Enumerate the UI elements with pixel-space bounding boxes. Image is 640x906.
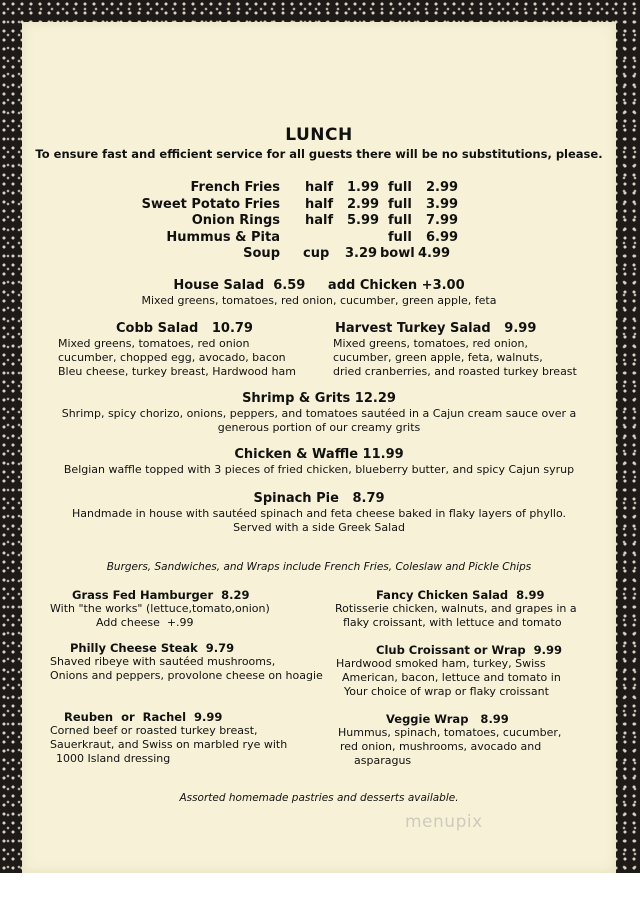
grass-fed-line: With "the works" (lettuce,tomato,onion) [50,602,270,615]
side-price: 2.99 [426,180,459,195]
menu-page [22,22,616,873]
house-salad-desc: Mixed greens, tomatoes, red onion, cucumber, green apple, feta [141,294,497,307]
shrimp-grits-line: generous portion of our creamy grits [217,421,421,434]
grass-fed-title: Grass Fed Hamburger 8.29 [72,588,250,602]
harvest-salad-line: Mixed greens, tomatoes, red onion, [333,337,528,350]
fancy-chicken-line: Rotisserie chicken, walnuts, and grapes in a [335,602,577,615]
fancy-chicken-line: flaky croissant, with lettuce and tomato [343,616,562,629]
chicken-waffle-desc: Belgian waffle topped with 3 pieces of fried chicken, blueberry butter, and spicy Cajun syrup [63,463,575,476]
philly-title: Philly Cheese Steak 9.79 [70,641,235,655]
veggie-wrap-line: Hummus, spinach, tomatoes, cucumber, [338,726,562,739]
page-title: LUNCH [285,125,353,145]
reuben-line: Sauerkraut, and Swiss on marbled rye with [50,738,288,751]
side-price: 1.99 [347,180,380,195]
cobb-salad-line: Mixed greens, tomatoes, red onion [58,337,250,350]
side-price: 6.99 [426,229,459,245]
veggie-wrap-line: red onion, mushrooms, avocado and [340,740,542,753]
cobb-salad-title: Cobb Salad 10.79 [116,321,253,336]
spinach-pie-title: Spinach Pie 8.79 [253,491,385,506]
reuben-line: Corned beef or roasted turkey breast, [50,724,258,737]
side-size: half [305,196,334,212]
side-size: full [388,180,412,195]
substitution-notice: To ensure fast and efficient service for all guests there will be no substitutions, please. [35,147,603,161]
house-salad-title: House Salad 6.59 add Chicken +3.00 [173,278,465,293]
sandwich-note: Burgers, Sandwiches, and Wraps include French Fries, Coleslaw and Pickle Chips [106,561,532,573]
philly-line: Onions and peppers, provolone cheese on hoagie [50,669,323,682]
side-size: full [388,213,412,228]
side-size: full [388,196,412,212]
shrimp-grits-line: Shrimp, spicy chorizo, onions, peppers, and tomatoes sautéed in a Cajun cream sauce over a [61,407,577,420]
side-price: 3.99 [426,196,459,212]
philly-line: Shaved ribeye with sautéed mushrooms, [50,655,276,668]
spinach-pie-line: Served with a side Greek Salad [233,521,405,534]
side-name: Onion Rings [191,213,280,228]
veggie-wrap-line: asparagus [354,754,412,767]
fancy-chicken-title: Fancy Chicken Salad 8.99 [376,588,545,602]
side-name: Hummus & Pita [166,229,280,245]
desserts-note: Assorted homemade pastries and desserts available. [179,792,459,804]
veggie-wrap-title: Veggie Wrap 8.99 [386,712,509,726]
sides-list [22,180,616,264]
spinach-pie-line: Handmade in house with sautéed spinach and feta cheese baked in flaky layers of phyllo. [71,507,567,520]
harvest-salad-line: dried cranberries, and roasted turkey breast [333,365,577,378]
side-size: cup [303,246,330,261]
side-size: full [388,229,412,245]
side-price: 3.29 [345,246,378,261]
side-price: 4.99 [418,246,451,261]
reuben-title: Reuben or Rachel 9.99 [64,710,223,724]
side-price: 2.99 [347,196,380,212]
chicken-waffle-title: Chicken & Waffle 11.99 [234,447,404,462]
club-croissant-line: Your choice of wrap or flaky croissant [344,685,549,698]
club-croissant-line: Hardwood smoked ham, turkey, Swiss [336,657,546,670]
side-size: bowl [380,246,415,261]
club-croissant-title: Club Croissant or Wrap 9.99 [376,643,562,657]
side-price: 7.99 [426,213,459,228]
watermark: menupix [405,812,483,832]
harvest-salad-line: cucumber, green apple, feta, walnuts, [333,351,543,364]
reuben-line: 1000 Island dressing [56,752,171,765]
harvest-salad-title: Harvest Turkey Salad 9.99 [335,321,537,336]
side-size: half [305,213,334,228]
shrimp-grits-title: Shrimp & Grits 12.29 [242,391,396,406]
side-name: Soup [243,246,280,261]
cobb-salad-line: Bleu cheese, turkey breast, Hardwood ham [58,365,296,378]
side-name: Sweet Potato Fries [141,196,280,212]
side-name: French Fries [190,180,280,195]
cobb-salad-line: cucumber, chopped egg, avocado, bacon [58,351,286,364]
bottom-margin [0,873,640,906]
side-size: half [305,180,334,195]
club-croissant-line: American, bacon, lettuce and tomato in [342,671,561,684]
grass-fed-line: Add cheese +.99 [96,616,194,629]
side-price: 5.99 [347,213,380,228]
